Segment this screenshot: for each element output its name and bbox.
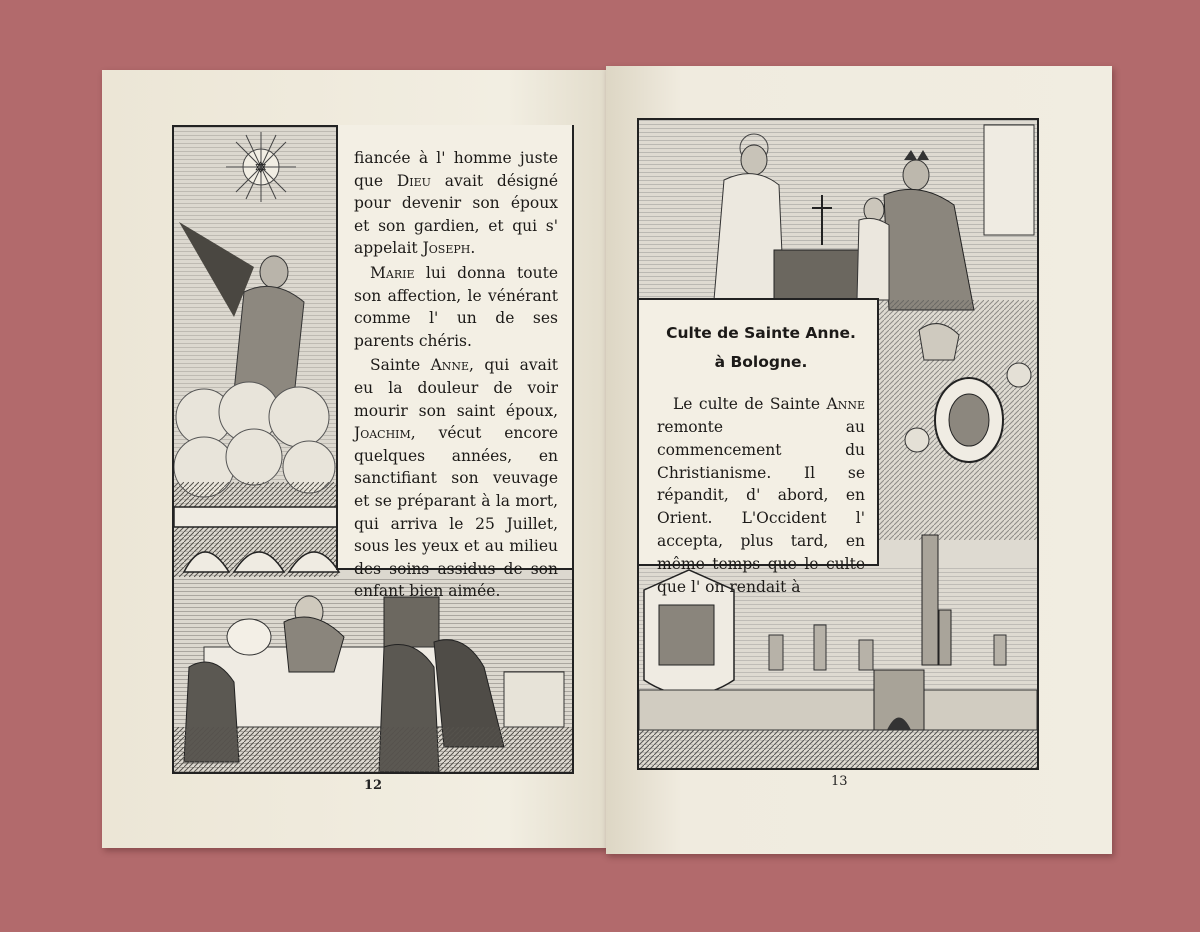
svg-text:✡: ✡	[254, 158, 268, 177]
paragraph-1: fiancée à l' homme juste que Dieu avait désigné pour devenir son époux et son gardien, et qui s' appelait Joseph.	[354, 149, 558, 258]
right-page	[606, 66, 1112, 854]
paragraph-3: Sainte Anne, qui avait eu la douleur de voir mourir son saint époux, Joachim, vécut encore quelques années, en sanctifiant son veuvage et se préparant à la mort, qui arriva le 25 Juillet, sous les yeux et au milieu des soins assidus de son enfant bien aimée.	[354, 356, 558, 601]
section-subtitle: à Bologne.	[714, 352, 808, 371]
page-number-left: 12	[364, 778, 383, 793]
section-title: Culte de Sainte Anne.	[666, 324, 856, 342]
paragraph-2: Marie lui donna toute son affection, le vénérant comme l' un de ses parents chéris.	[354, 263, 558, 350]
right-text-block	[639, 298, 879, 596]
page-number-right: 13	[831, 774, 848, 789]
left-page	[102, 70, 608, 848]
left-text-block	[336, 125, 572, 601]
right-paragraph: Le culte de Sainte Anne remonte au commencement du Christianisme. Il se répandit, d' abord, en Orient. L'Occident l' accepta, plus tard, en même temps que le culte que l' on rendait à	[657, 395, 865, 596]
